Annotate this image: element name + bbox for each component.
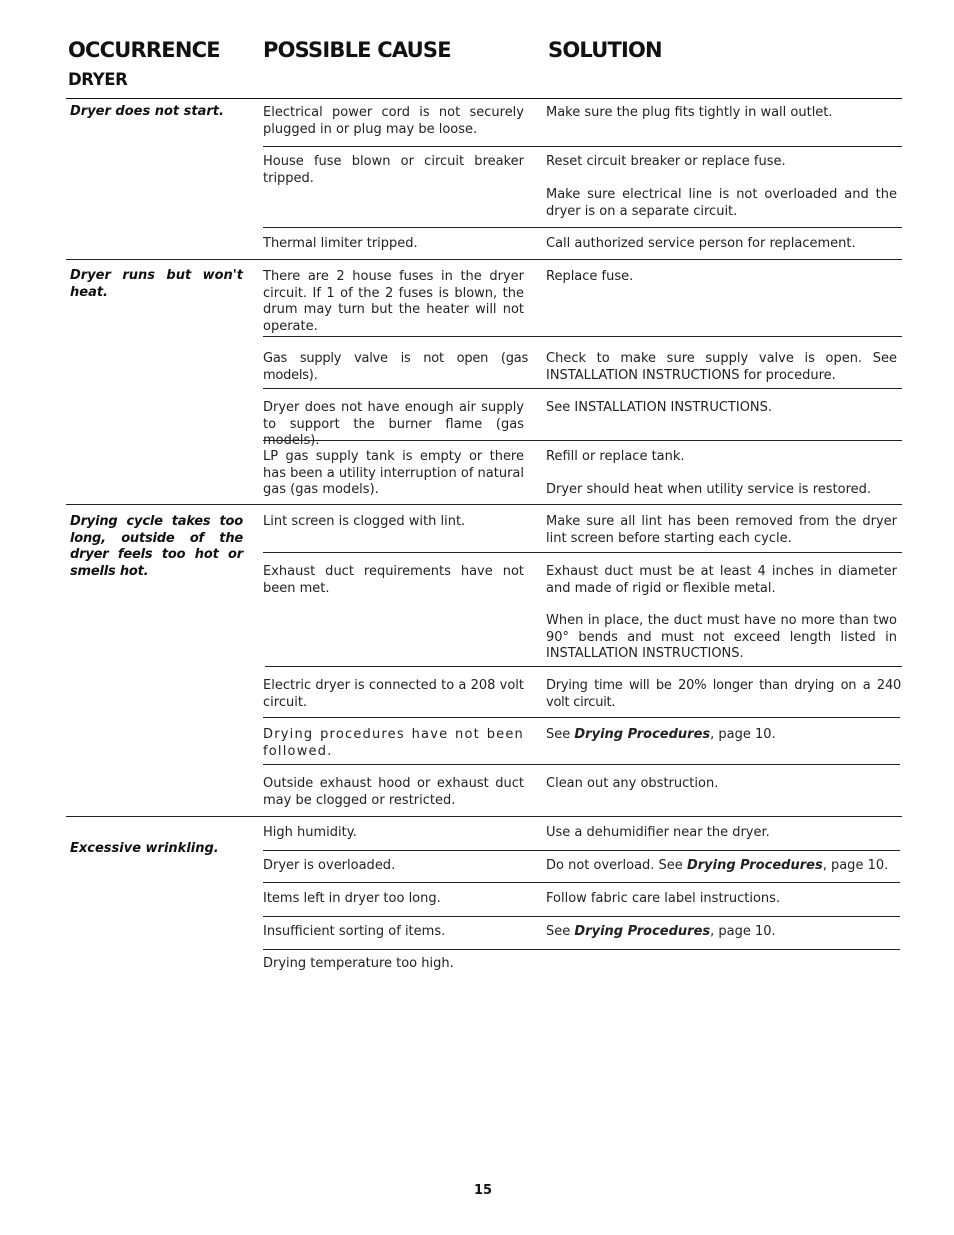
- solution-text: Reset circuit breaker or replace fuse.: [546, 154, 786, 169]
- row-divider: [263, 336, 902, 337]
- solution-text: Exhaust duct must be at least 4 inches in diameter and made of rigid or flexible metal.: [546, 564, 897, 596]
- group-divider: [66, 259, 902, 260]
- solution-text: Make sure all lint has been removed from the dryer lint screen before starting each cycle.: [546, 514, 897, 546]
- row-divider: [263, 146, 902, 147]
- reference-link: Drying Procedures: [574, 924, 711, 939]
- cause-text: Dryer does not have enough air supply to support the burner flame (gas models).: [263, 400, 524, 448]
- occurrence-does-not-start: Dryer does not start.: [70, 104, 224, 119]
- solution-header: SOLUTION: [548, 38, 662, 62]
- cause-text: LP gas supply tank is empty or there has been a utility interruption of natural gas (gas models).: [263, 449, 524, 497]
- reference-link: Drying Procedures: [686, 858, 823, 873]
- occurrence-header: OCCURRENCE: [68, 38, 220, 62]
- solution-text: See INSTALLATION INSTRUCTIONS.: [546, 400, 773, 415]
- solution-text: Follow fabric care label instructions.: [546, 891, 781, 906]
- solution-text: Use a dehumidifier near the dryer.: [546, 825, 770, 840]
- cause-text: High humidity.: [263, 825, 357, 840]
- cause-text: Insufficient sorting of items.: [263, 924, 446, 939]
- cause-text: Dryer is overloaded.: [263, 858, 396, 873]
- row-divider: [263, 717, 900, 718]
- row-divider: [263, 882, 900, 883]
- cause-text: Lint screen is clogged with lint.: [263, 514, 466, 529]
- cause-text: Exhaust duct requirements have not been met.: [263, 564, 524, 596]
- solution-text: Clean out any obstruction.: [546, 776, 719, 791]
- cause-text: Electric dryer is connected to a 208 volt circuit.: [263, 678, 524, 710]
- solution-text: Dryer should heat when utility service is restored.: [546, 482, 872, 497]
- cause-text: Electrical power cord is not securely plugged in or plug may be loose.: [263, 105, 524, 137]
- occurrence-wrinkling: Excessive wrinkling.: [70, 841, 219, 856]
- cause-text: Items left in dryer too long.: [263, 891, 441, 906]
- cause-text: Thermal limiter tripped.: [263, 236, 418, 251]
- group-divider: [66, 816, 902, 817]
- solution-text: Do not overload. See Drying Procedures, page 10.: [546, 858, 889, 873]
- group-divider: [66, 504, 902, 505]
- solution-text: Call authorized service person for replacement.: [546, 236, 856, 251]
- cause-text: House fuse blown or circuit breaker tripped.: [263, 154, 524, 186]
- cause-text: Drying procedures have not been followed.: [263, 727, 524, 759]
- reference-link: Drying Procedures: [574, 727, 711, 742]
- solution-text: Check to make sure supply valve is open. See INSTALLATION INSTRUCTIONS for procedure.: [546, 351, 897, 383]
- occurrence-no-heat: Dryer runs but won't heat.: [70, 268, 243, 300]
- section-title: DRYER: [68, 70, 128, 89]
- cause-text: Gas supply valve is not open (gas models).: [263, 351, 528, 383]
- occurrence-too-long: Drying cycle takes too long, outside of the dryer feels too hot or smells hot.: [70, 514, 243, 579]
- cause-text: Drying temperature too high.: [263, 956, 454, 971]
- solution-text: Replace fuse.: [546, 269, 634, 284]
- solution-text: See Drying Procedures, page 10.: [546, 924, 776, 939]
- row-divider: [263, 916, 900, 917]
- solution-text: Make sure electrical line is not overloaded and the dryer is on a separate circuit.: [546, 187, 897, 219]
- row-divider: [263, 764, 900, 765]
- cause-text: There are 2 house fuses in the dryer circuit. If 1 of the 2 fuses is blown, the drum may turn but the heater will not operate.: [263, 269, 524, 334]
- row-divider: [263, 949, 900, 950]
- possible-cause-header: POSSIBLE CAUSE: [263, 38, 451, 62]
- row-divider: [263, 227, 902, 228]
- row-divider: [263, 850, 900, 851]
- cause-text: Outside exhaust hood or exhaust duct may be clogged or restricted.: [263, 776, 524, 808]
- page-number: 15: [473, 1183, 493, 1198]
- solution-text: Refill or replace tank.: [546, 449, 685, 464]
- solution-text: Drying time will be 20% longer than drying on a 240 volt circuit.: [546, 678, 901, 710]
- row-divider: [263, 388, 902, 389]
- row-divider: [265, 666, 902, 667]
- row-divider: [263, 552, 902, 553]
- solution-text: Make sure the plug fits tightly in wall outlet.: [546, 105, 833, 120]
- solution-text: When in place, the duct must have no more than two 90° bends and must not exceed length listed in INSTALLATION INSTRUCTIONS.: [546, 613, 897, 661]
- solution-text: See Drying Procedures, page 10.: [546, 727, 776, 742]
- header-rule: [66, 98, 902, 99]
